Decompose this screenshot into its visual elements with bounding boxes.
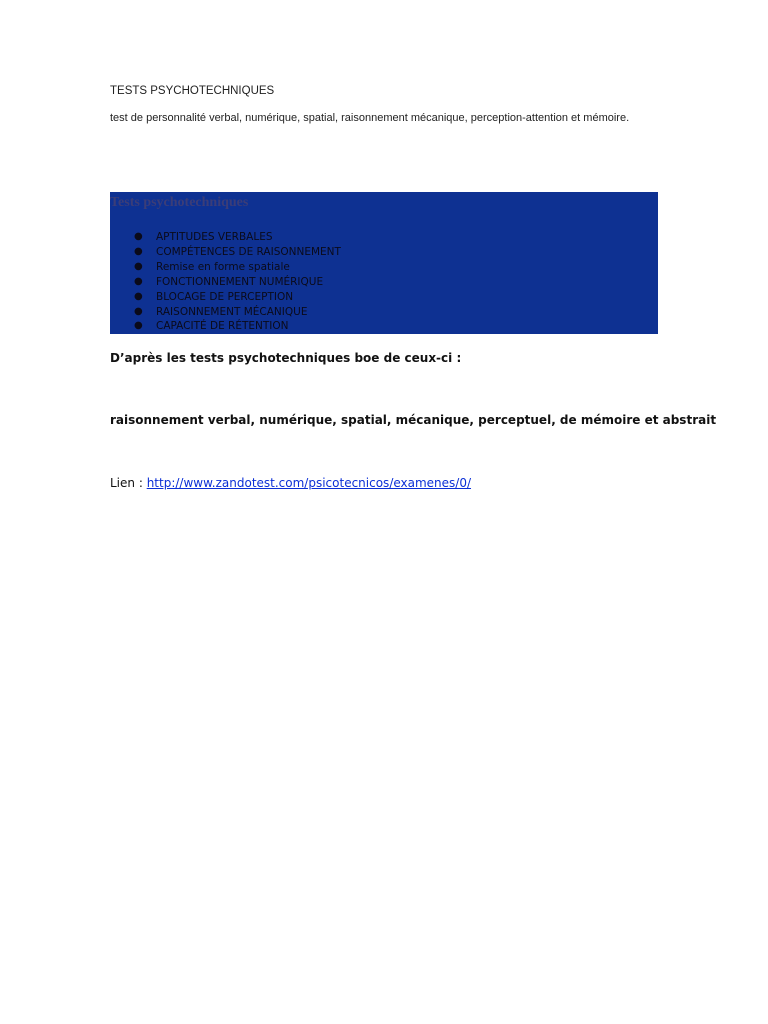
bullet-icon: ● bbox=[134, 290, 143, 302]
list-item bbox=[134, 319, 341, 334]
highlighted-section bbox=[110, 192, 658, 334]
link-line bbox=[110, 476, 471, 490]
document-subtitle: test de personnalité verbal, numérique, spatial, raisonnement mécanique, perception-attention et mémoire. bbox=[110, 112, 630, 124]
external-link[interactable]: http://www.zandotest.com/psicotecnicos/examenes/0/ bbox=[146, 476, 472, 490]
intro-paragraph: D’après les tests psychotechniques boe de ceux-ci : bbox=[110, 351, 462, 365]
list-item-label: APTITUDES VERBALES bbox=[156, 231, 273, 243]
list-item-label: FONCTIONNEMENT NUMÉRIQUE bbox=[156, 275, 324, 288]
bullet-icon: ● bbox=[134, 275, 143, 287]
list-item bbox=[134, 290, 341, 305]
abilities-paragraph: raisonnement verbal, numérique, spatial, mécanique, perceptuel, de mémoire et abstrait bbox=[110, 413, 717, 427]
list-item-label: Remise en forme spatiale bbox=[156, 260, 290, 273]
list-item-label: CAPACITÉ DE RÉTENTION bbox=[156, 320, 289, 333]
section-heading: Tests psychotechniques bbox=[110, 195, 249, 210]
list-item bbox=[134, 305, 341, 320]
link-label: Lien : bbox=[110, 476, 147, 490]
bullet-icon: ● bbox=[134, 305, 143, 317]
list-item bbox=[134, 275, 341, 290]
bullet-list bbox=[134, 230, 341, 334]
bullet-icon: ● bbox=[134, 231, 143, 242]
list-item-label: COMPÉTENCES DE RAISONNEMENT bbox=[156, 245, 341, 258]
list-item bbox=[134, 230, 341, 245]
list-item bbox=[134, 260, 341, 275]
list-item-label: BLOCAGE DE PERCEPTION bbox=[156, 290, 294, 303]
document-title: TESTS PSYCHOTECHNIQUES bbox=[110, 85, 275, 97]
bullet-icon: ● bbox=[134, 245, 143, 257]
bullet-icon: ● bbox=[134, 320, 143, 332]
bullet-icon: ● bbox=[134, 260, 143, 272]
list-item bbox=[134, 245, 341, 260]
list-item-label: RAISONNEMENT MÉCANIQUE bbox=[156, 305, 308, 318]
